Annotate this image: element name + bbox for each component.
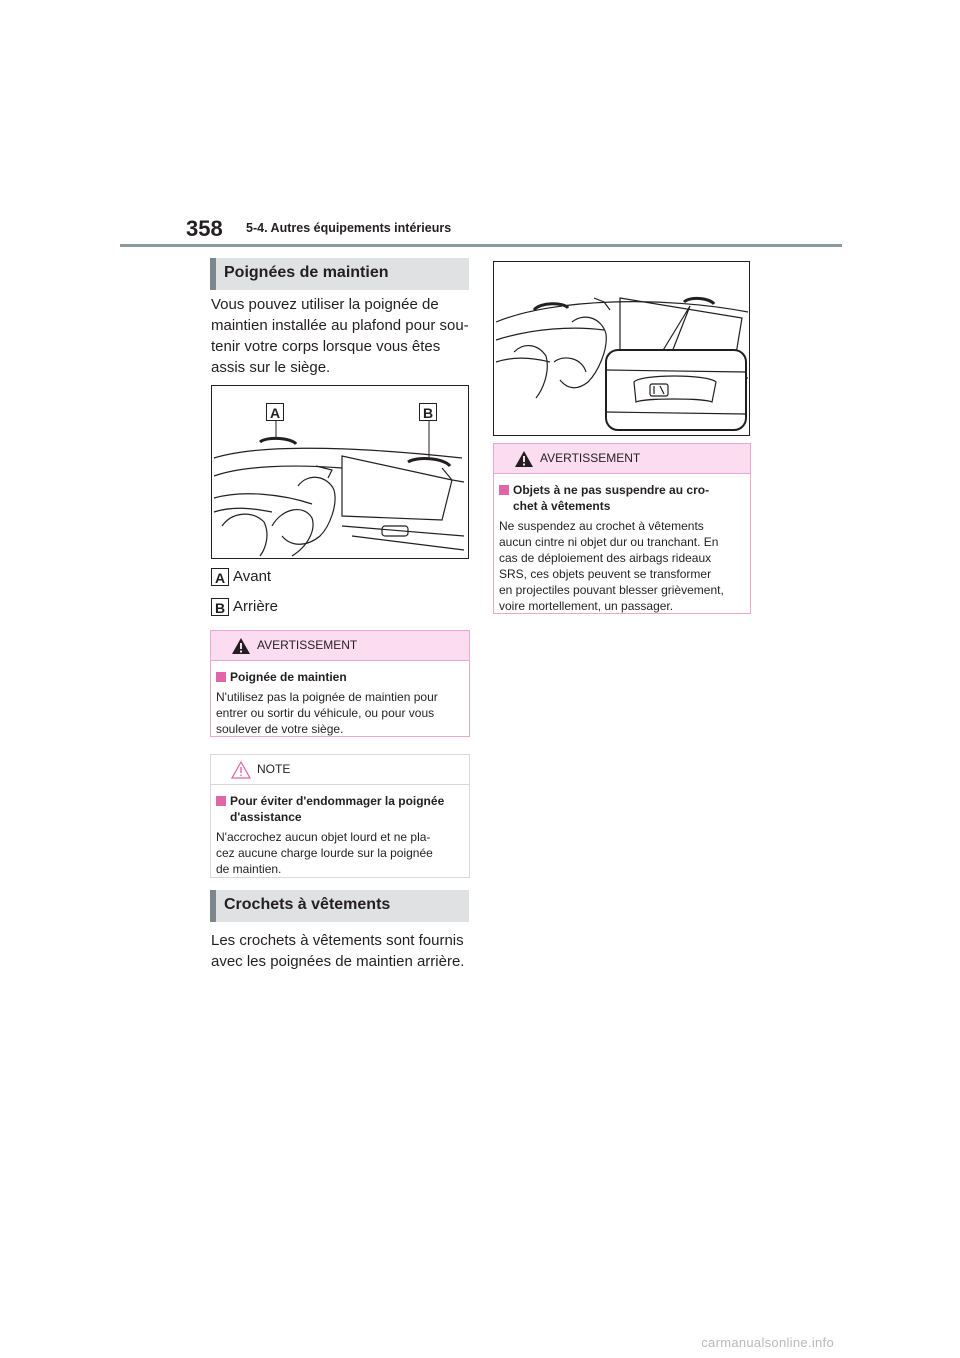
note-box-grab-handle	[210, 754, 470, 878]
warning-box-grab-handle	[210, 630, 470, 737]
callout-a: A	[266, 403, 284, 421]
bullet-square-icon	[499, 485, 509, 495]
legend-item-rear	[211, 597, 278, 617]
warning-title: Poignée de maintien	[230, 670, 347, 684]
warning-label: AVERTISSEMENT	[540, 451, 641, 465]
warning-triangle-icon	[514, 450, 534, 468]
section-heading-grab-handles: Poignées de maintien	[210, 258, 469, 290]
chapter-title: 5-4. Autres équipements intérieurs	[246, 221, 452, 235]
legend-key-a: A	[211, 568, 229, 586]
note-title: Pour éviter d'endommager la poignée d'assistance	[230, 794, 445, 824]
warning-text: Ne suspendez au crochet à vêtements aucun cintre ni objet dur ou tranchant. En cas de déploiement des airbags rideaux SRS, ces objets peuvent se transformer en projectiles pouvant blesser grièvement, voire mortellement, un passager.	[499, 519, 724, 613]
section-intro-text: Vous pouvez utiliser la poignée de maintien installée au plafond pour sou- tenir votre corps lorsque vous êtes assis sur le siège.	[211, 296, 469, 376]
note-text: N'accrochez aucun objet lourd et ne pla- cez aucune charge lourde sur la poignée de maintien.	[216, 830, 433, 876]
warning-title: Objets à ne pas suspendre au cro- chet à vêtements	[513, 483, 710, 513]
header-rule	[120, 244, 842, 247]
note-label: NOTE	[257, 762, 291, 776]
legend-text-front: Avant	[233, 568, 272, 585]
bullet-square-icon	[216, 672, 226, 682]
bullet-square-icon	[216, 796, 226, 806]
warning-triangle-icon	[231, 637, 251, 655]
warning-text: N'utilisez pas la poignée de maintien pour entrer ou sortir du véhicule, ou pour vous soulever de votre siège.	[216, 690, 438, 736]
section-heading-coat-hooks: Crochets à vêtements	[210, 890, 469, 922]
legend-item-front	[211, 567, 271, 587]
legend-key-b: B	[211, 598, 229, 616]
callout-b: B	[419, 403, 437, 421]
warning-label: AVERTISSEMENT	[257, 638, 358, 652]
caution-triangle-icon	[231, 761, 251, 779]
legend-text-rear: Arrière	[233, 598, 279, 615]
warning-box-coat-hook	[493, 443, 751, 614]
figure-coat-hook	[493, 261, 750, 436]
watermark: carmanualsonline.info	[701, 1335, 834, 1350]
figure-grab-handles	[211, 385, 469, 559]
coat-hooks-text: Les crochets à vêtements sont fournis avec les poignées de maintien arrière.	[211, 932, 465, 970]
page-number: 358	[186, 216, 223, 241]
coat-hook-illustration	[494, 262, 749, 435]
